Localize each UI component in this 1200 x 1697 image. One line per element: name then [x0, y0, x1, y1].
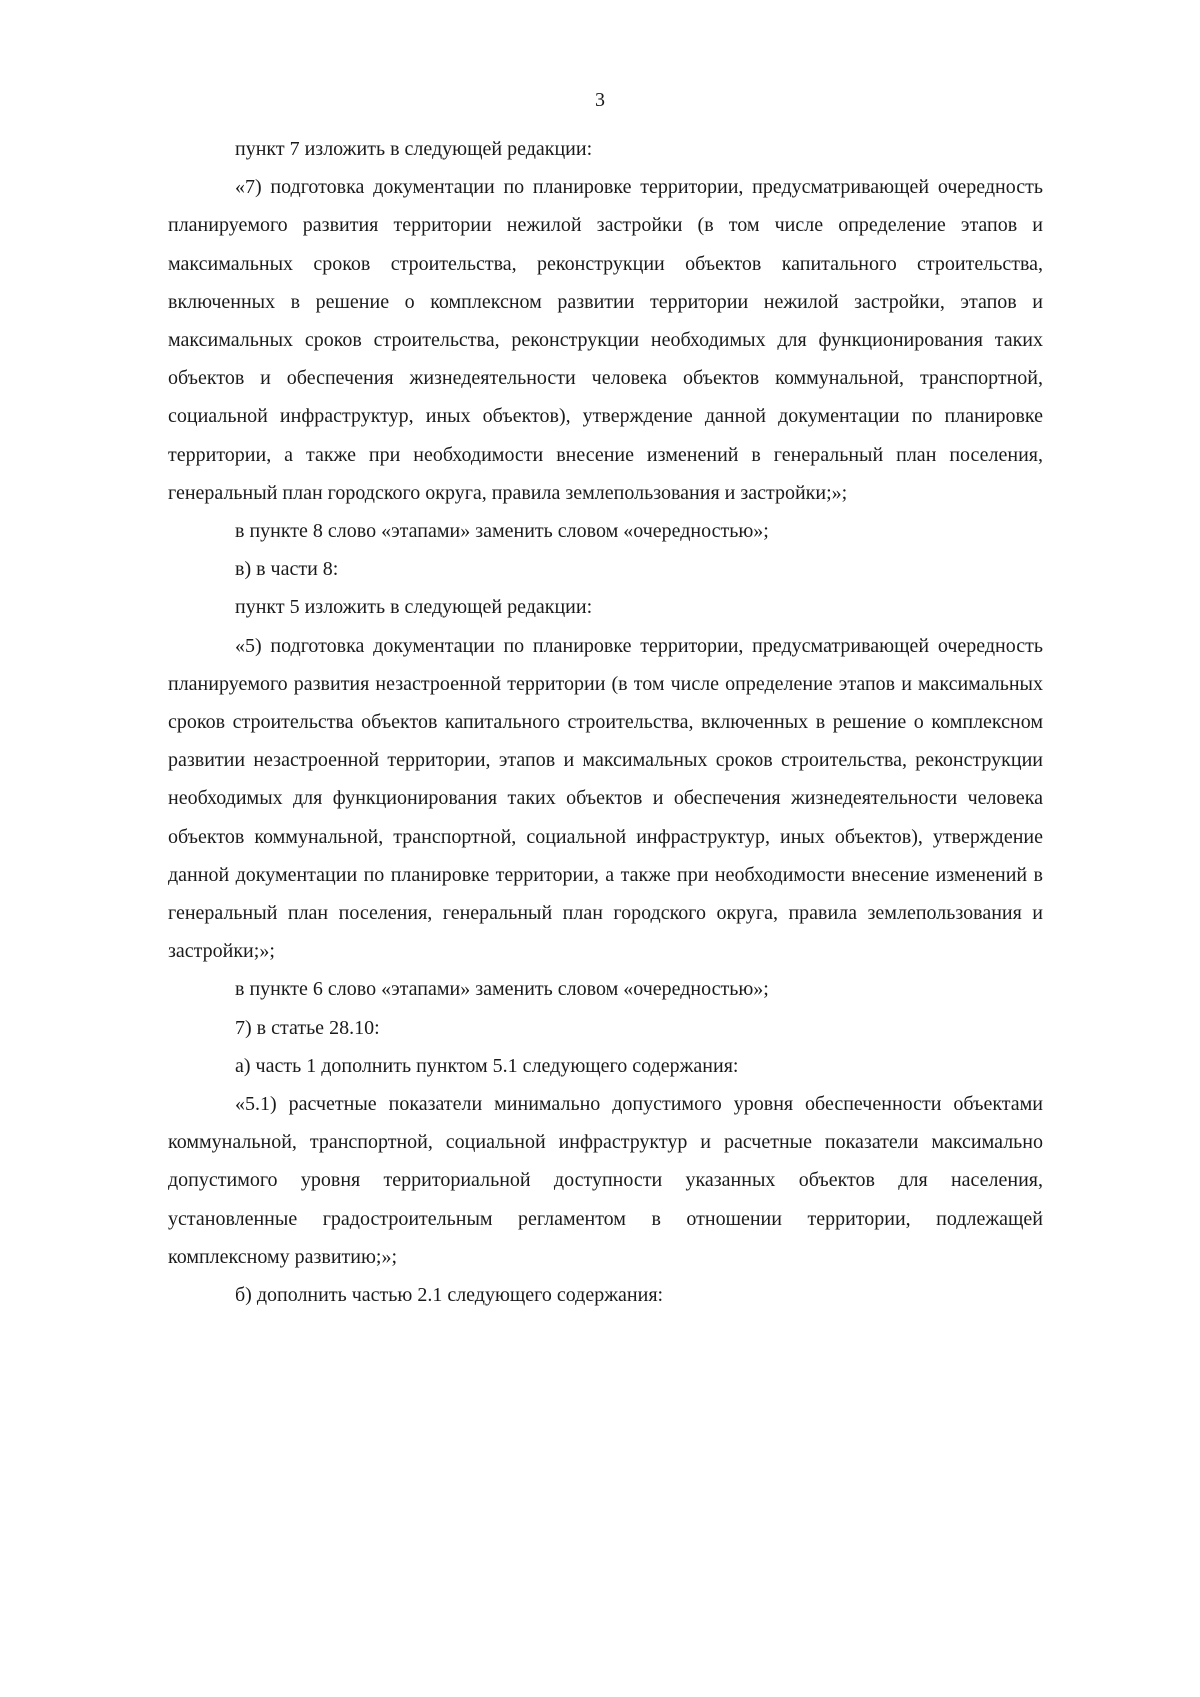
paragraph-1: пункт 7 изложить в следующей редакции: [235, 138, 593, 160]
paragraph-5: пункт 5 изложить в следующей редакции: [235, 596, 593, 619]
paragraph-6: «5) подготовка документации по планировке территории, предусматривающей очередность планируемого развития незастроенной территории (в том числе определение этапов и максимальных сроков строительства объектов капитального строительства, включенных в решение о комплексном развитии незастроенной территории, этапов и максимальных сроков строительства, реконструкции необходимых для функционирования таких объектов и обеспечения жизнедеятельности человека объектов коммунальной, транспортной, социальной инфраструктур, иных объектов), утверждение данной документации по планировке территории, а также при необходимости внесение изменений в генеральный план поселения, генеральный план городского округа, правила землепользования и застройки;»; [168, 634, 1043, 963]
page-number: 3 [595, 89, 605, 111]
document-body [168, 130, 1043, 1314]
paragraph-2: «7) подготовка документации по планировке территории, предусматривающей очередность планируемого развития территории нежилой застройки (в том числе определение этапов и максимальных сроков строительства, реконструкции объектов капитального строительства, включенных в решение о комплексном развитии территории нежилой застройки, этапов и максимальных сроков строительства, реконструкции необходимых для функционирования таких объектов и обеспечения жизнедеятельности человека объектов коммунальной, транспортной, социальной инфраструктур, иных объектов), утверждение данной документации по планировке территории, а также при необходимости внесение изменений в генеральный план поселения, генеральный план городского округа, правила землепользования и застройки;»; [168, 176, 1043, 504]
paragraph-10: «5.1) расчетные показатели минимально допустимого уровня обеспеченности объектами коммунальной, транспортной, социальной инфраструктур и расчетные показатели максимально допустимого уровня территориальной доступности указанных объектов для населения, установленные градостроительным регламентом в отношении территории, подлежащей комплексному развитию;»; [168, 1093, 1043, 1268]
paragraph-3: в пункте 8 слово «этапами» заменить словом «очередностью»; [235, 520, 769, 543]
paragraph-9: а) часть 1 дополнить пунктом 5.1 следующего содержания: [235, 1054, 739, 1077]
paragraph-7: в пункте 6 слово «этапами» заменить словом «очередностью»; [235, 978, 769, 1001]
paragraph-11: б) дополнить частью 2.1 следующего содержания: [235, 1284, 664, 1307]
paragraph-4: в) в части 8: [235, 558, 339, 581]
paragraph-8: 7) в статье 28.10: [235, 1016, 380, 1039]
